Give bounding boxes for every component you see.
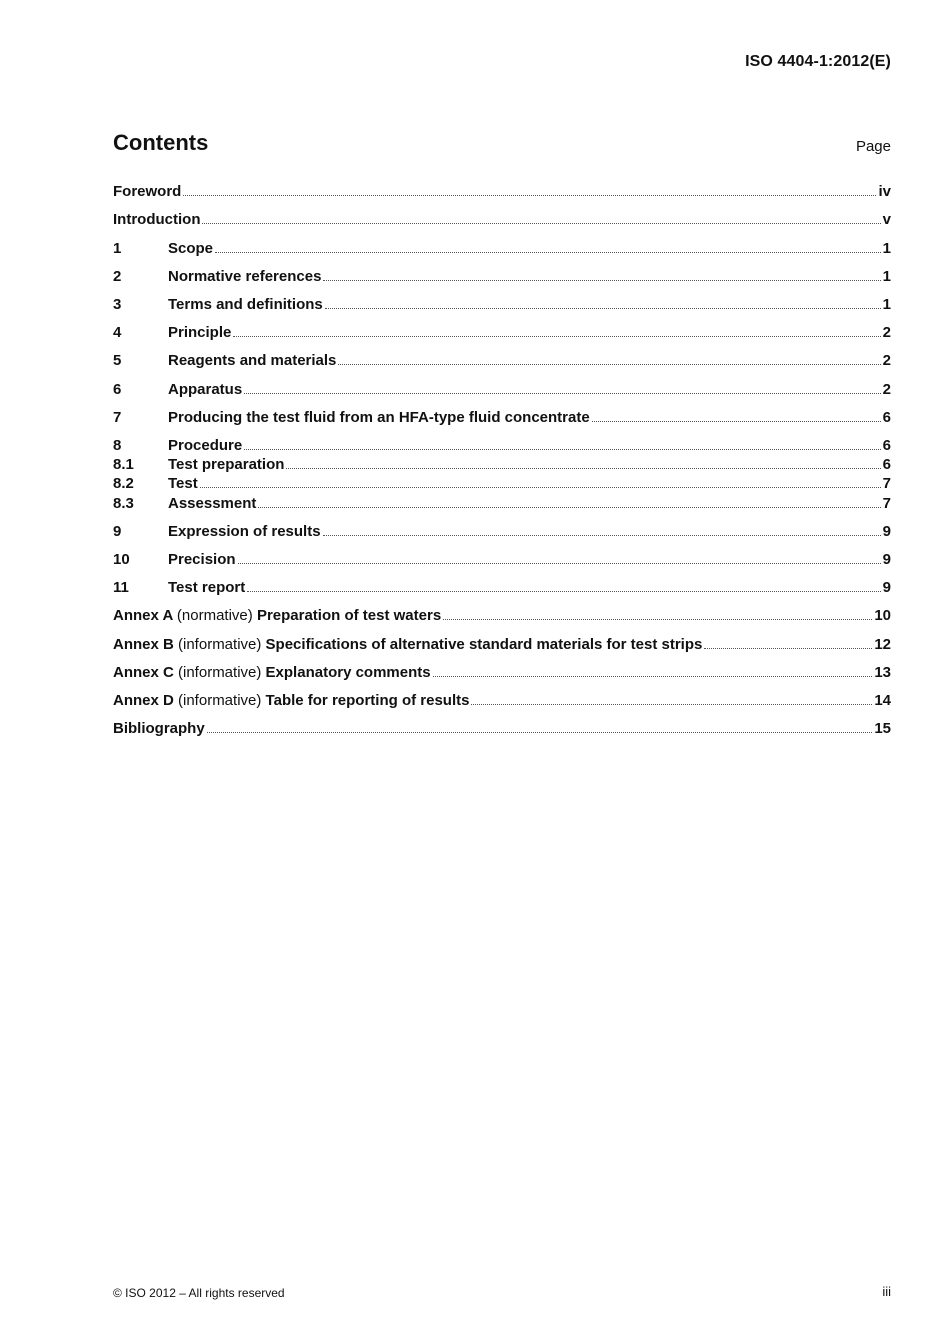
toc-dot-leader [244, 438, 880, 450]
toc-annex-title: Preparation of test waters [256, 607, 442, 624]
toc-entry[interactable] [113, 551, 891, 569]
toc-entry-number: 8.2 [113, 475, 134, 492]
toc-annex-kind: (normative) [176, 607, 257, 624]
toc-entry-number: 11 [113, 579, 129, 596]
page-number: iii [882, 1284, 891, 1299]
toc-entry-number: 4 [113, 324, 122, 341]
toc-dot-leader [183, 184, 876, 196]
toc-entry[interactable] [113, 437, 891, 455]
toc-dot-leader [215, 241, 881, 253]
toc-entry-title: Bibliography [113, 720, 205, 737]
toc-dot-leader [323, 524, 881, 536]
toc-dot-leader [233, 325, 880, 337]
toc-entry-title [113, 664, 431, 682]
toc-entry-number: 1 [113, 240, 122, 257]
toc-entry-number: 10 [113, 551, 130, 568]
toc-annex-kind: (informative) [178, 692, 266, 709]
toc-entry[interactable] [113, 352, 891, 370]
toc-entry-page: 9 [882, 551, 891, 568]
toc-entry-number: 3 [113, 296, 122, 313]
toc-entry[interactable] [113, 381, 891, 399]
toc-entry[interactable] [113, 692, 891, 710]
toc-entry-page: 15 [874, 720, 891, 737]
toc-entry-number: 7 [113, 409, 122, 426]
toc-entry-title: Introduction [113, 211, 201, 228]
toc-annex-kind: (informative) [178, 664, 266, 681]
toc-entry-page: 2 [882, 324, 891, 341]
toc-entry[interactable] [113, 475, 891, 493]
toc-entry-page: 7 [882, 475, 891, 492]
toc-entry[interactable] [113, 523, 891, 541]
toc-entry-number: 6 [113, 381, 122, 398]
toc-entry-title: Producing the test fluid from an HFA-type fluid concentrate [168, 409, 590, 426]
toc-entry-title: Principle [168, 324, 232, 341]
contents-heading: Contents [113, 130, 209, 155]
copyright-notice: © ISO 2012 – All rights reserved [113, 1286, 285, 1300]
toc-entry-page: 6 [882, 437, 891, 454]
toc-entry[interactable] [113, 456, 891, 474]
document-id: ISO 4404-1:2012(E) [745, 53, 891, 70]
toc-entry[interactable] [113, 720, 891, 738]
toc-dot-leader [704, 637, 872, 649]
toc-entry-title [113, 607, 441, 625]
toc-entry-page: v [882, 211, 891, 228]
toc-entry-page: 7 [882, 495, 891, 512]
toc-entry[interactable] [113, 579, 891, 597]
toc-entry-title: Precision [168, 551, 236, 568]
toc-entry-title: Foreword [113, 183, 182, 200]
toc-entry[interactable] [113, 495, 891, 513]
toc-entry-title: Test preparation [168, 456, 285, 473]
toc-entry-number: 8.1 [113, 456, 134, 473]
toc-entry-number: 5 [113, 352, 122, 369]
toc-annex-label: Annex C [113, 664, 179, 681]
toc-entry-title: Scope [168, 240, 214, 257]
toc-annex-label: Annex B [113, 636, 179, 653]
toc-entry-page: 2 [882, 381, 891, 398]
toc-annex-title: Explanatory comments [265, 664, 431, 681]
toc-entry-page: 9 [882, 579, 891, 596]
toc-entry[interactable] [113, 636, 891, 654]
toc-entry-page: 1 [882, 296, 891, 313]
toc-entry-page: iv [878, 183, 891, 200]
toc-entry-page: 1 [882, 240, 891, 257]
toc-dot-leader [338, 353, 880, 365]
toc-annex-kind: (informative) [178, 636, 266, 653]
toc-dot-leader [325, 297, 881, 309]
toc-entry-page: 6 [882, 409, 891, 426]
toc-entry-page: 14 [874, 692, 891, 709]
toc-entry-page: 9 [882, 523, 891, 540]
toc-dot-leader [202, 212, 880, 224]
toc-dot-leader [323, 269, 880, 281]
toc-entry-title [113, 692, 469, 710]
toc-annex-label: Annex D [113, 692, 179, 709]
toc-entry-page: 12 [874, 636, 891, 653]
toc-dot-leader [238, 552, 881, 564]
toc-entry-number: 8.3 [113, 495, 134, 512]
toc-entry[interactable] [113, 211, 891, 229]
toc-entry-title: Normative references [168, 268, 322, 285]
toc-entry-page: 10 [874, 607, 891, 624]
toc-entry[interactable] [113, 664, 891, 682]
toc-entry-page: 13 [874, 664, 891, 681]
toc-entry-title: Reagents and materials [168, 352, 337, 369]
toc-entry-page: 1 [882, 268, 891, 285]
toc-entry-page: 6 [882, 456, 891, 473]
toc-entry-title [113, 636, 702, 654]
toc-dot-leader [471, 693, 872, 705]
toc-annex-label: Annex A [113, 607, 177, 624]
toc-entry[interactable] [113, 409, 891, 427]
page-column-label: Page [855, 138, 891, 155]
toc-entry[interactable] [113, 268, 891, 286]
toc-entry[interactable] [113, 324, 891, 342]
toc-entry-title: Test [168, 475, 198, 492]
toc-dot-leader [258, 496, 880, 508]
toc-entry-number: 8 [113, 437, 122, 454]
toc-dot-leader [247, 580, 880, 592]
toc-dot-leader [286, 457, 880, 469]
toc-entry-number: 9 [113, 523, 122, 540]
toc-entry[interactable] [113, 240, 891, 258]
toc-entry[interactable] [113, 607, 891, 625]
toc-dot-leader [433, 665, 873, 677]
toc-annex-title: Specifications of alternative standard materials for test strips [265, 636, 703, 653]
toc-entry-title: Assessment [168, 495, 257, 512]
toc-entry-number: 2 [113, 268, 122, 285]
toc-entry[interactable] [113, 296, 891, 314]
toc-entry-title: Terms and definitions [168, 296, 323, 313]
toc-annex-title: Table for reporting of results [265, 692, 470, 709]
toc-entry-page: 2 [882, 352, 891, 369]
toc-entry-title: Test report [168, 579, 246, 596]
toc-entry-title: Expression of results [168, 523, 321, 540]
toc-dot-leader [592, 410, 881, 422]
toc-entry-title: Procedure [168, 437, 243, 454]
toc-entry[interactable] [113, 183, 891, 201]
toc-entry-title: Apparatus [168, 381, 243, 398]
toc-dot-leader [200, 476, 881, 488]
toc-dot-leader [207, 721, 873, 733]
toc-dot-leader [244, 382, 880, 394]
toc-dot-leader [443, 608, 872, 620]
